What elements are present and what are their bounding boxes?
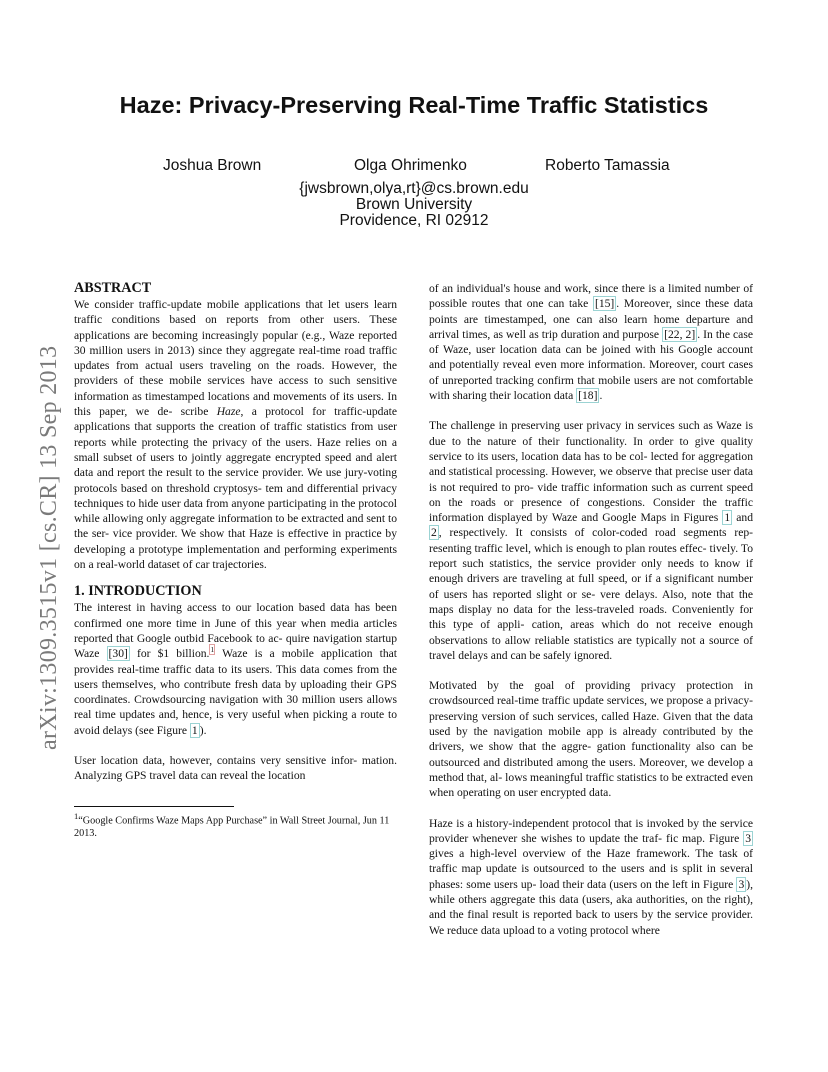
citation-link[interactable]: [18]: [578, 389, 598, 403]
citation-link[interactable]: [30]: [108, 647, 128, 661]
affiliation-address: Providence, RI 02912: [339, 212, 489, 229]
citation-link[interactable]: [22, 2]: [664, 327, 696, 341]
abstract-heading: ABSTRACT: [74, 280, 152, 296]
footnote-text: “Google Confirms Waze Maps App Purchase” in Wall Street Journal, Jun 11 2013.: [74, 815, 390, 840]
body-paragraph: of an individual's house and work, since there is a limited number of possible routes that one can take [15] . Moreover, since these data points are timestamped, one can also learn home departure and arrival times, as well as trip duration and purpose [22, 2] . In the case of Waze, user location data can be joined with his Google account and potentially reveal even more information. Moreover, court cases of unreported tracking confirm that mobile users are not comfortable with sharing their location data [18] .: [429, 282, 754, 403]
protocol-name: Haze: [216, 405, 241, 419]
intro-paragraph: The interest in having access to our location based data has been confirmed one more time in June of this year when media articles reported that Google outbid Facebook to ac- quire navigation startup Waze [30] for $1 billion.$^1$ Waze is a mobile application that provides real-time traffic data to its users. This data comes from the users themselves, who contribute fresh data by uploading their GPS coordinates. Crowdsourcing navigation with 30 million users allows real time updates and, hence, is very useful when picking a route to avoid delays (see Figure 1 ).: [74, 601, 397, 737]
author-name: Olga Ohrimenko: [354, 157, 467, 174]
author-emails: {jwsbrown,olya,rt}@cs.brown.edu: [299, 180, 529, 197]
body-paragraph: Haze is a history-independent protocol that is invoked by the service provider whenever she wishes to update the traf- fic map. Figure 3 gives a high-level overview of the Haze framework. The task of traffic map update is outsourced to the users and is split in several phases: some users up- load their data (users on the left in Figure 3 ), while others aggregate this data (users, aka authorities, on the right), and the final result is reported back to users by the service provider. We reduce data upload to a voting protocol where: [429, 816, 753, 937]
footnote-link[interactable]: 1: [210, 645, 215, 655]
section-heading-introduction: 1. INTRODUCTION: [74, 583, 202, 600]
figure-link[interactable]: 1: [191, 723, 198, 737]
paper-title: Haze: Privacy-Preserving Real-Time Traffic Statistics: [119, 92, 709, 118]
abstract-paragraph: We consider traffic-update mobile applications that let users learn traffic conditions based on reports from other users. These applications are becoming increasingly popular (e.g., Waze reported 30 million users in 2013) since they aggregate real-time road traffic updates from actual users traveling on the roads. However, the providers of these mobile services have access to such sensitive information as timestamped locations and movements of its users. In this paper, we de- scribe Haze, a protocol for traffic-update applications that supports the creation of traffic statistics from user reports while protecting the privacy of the users. Haze relies on a small subset of users to jointly aggregate encrypted speed and alert data and report the result to the service provider. We use jury-voting protocols based on threshold cryptosys- tem and differential privacy techniques to hide user data from anyone participating in the protocol while allowing only aggregate information to be extracted and sent to the ser- vice provider. We show that Haze is effective in practice by developing a prototype implementation and performing experiments on a real-world dataset of car trajectories.: [74, 298, 397, 572]
figure-link[interactable]: 1: [724, 511, 731, 525]
author-name: Roberto Tamassia: [545, 157, 670, 174]
figure-link[interactable]: 3: [738, 877, 745, 891]
left-column: [74, 280, 397, 784]
intro-paragraph: User location data, however, contains very sensitive infor- mation. Analyzing GPS travel data can reveal the location: [74, 754, 397, 783]
footnote-rule: [74, 806, 234, 807]
footnote: [74, 806, 397, 840]
figure-link[interactable]: 3: [745, 831, 751, 845]
body-paragraph: Motivated by the goal of providing privacy protection in crowdsourced real-time traffic update services, we propose a privacy-preserving version of such services, called Haze. Given that the data used by the navigation mobile app is already contributed by the drivers, we show that the aggre- gation functionality also can be outsourced and distributed among the users. Moreover, we develop a method that, al- lows meaningful traffic statistics to be extracted even when operating on user encrypted data.: [429, 679, 753, 800]
affiliation-university: Brown University: [355, 196, 473, 213]
arxiv-identifier: arXiv:1309.3515v1 [cs.CR] 13 Sep 2013: [36, 345, 62, 750]
figure-link[interactable]: 2: [431, 526, 437, 540]
footnote-mark: 1: [74, 811, 79, 821]
body-paragraph: The challenge in preserving user privacy in services such as Waze is due to the nature of their functionality. In order to give quality service to its users, location data has to be col- lected for aggregation and statistical processing. However, we observe that precise user data is not required to pro- vide traffic information such as current speed on the roads or presence of congestions. Consider the traffic information displayed by Waze and Google Maps in Figures 1 and 2 , respectively. It consists of color-coded road segments rep- resenting traffic level, which is enough to plan routes effec- tively. To report such statistics, the service provider only needs to know if enough drivers are traveling at full speed, or if a significant number of users has reported slight or se- vere delays. Also, note that the maps display no data for the less-traveled roads. Conveniently for this type of appli- cation, areas which do not receive enough observations to allow reliable statistics are typically not a source of travel delays and can be safely ignored.: [429, 419, 753, 662]
author-name: Joshua Brown: [163, 157, 262, 174]
citation-link[interactable]: [15]: [594, 297, 615, 311]
right-column: [429, 281, 753, 938]
